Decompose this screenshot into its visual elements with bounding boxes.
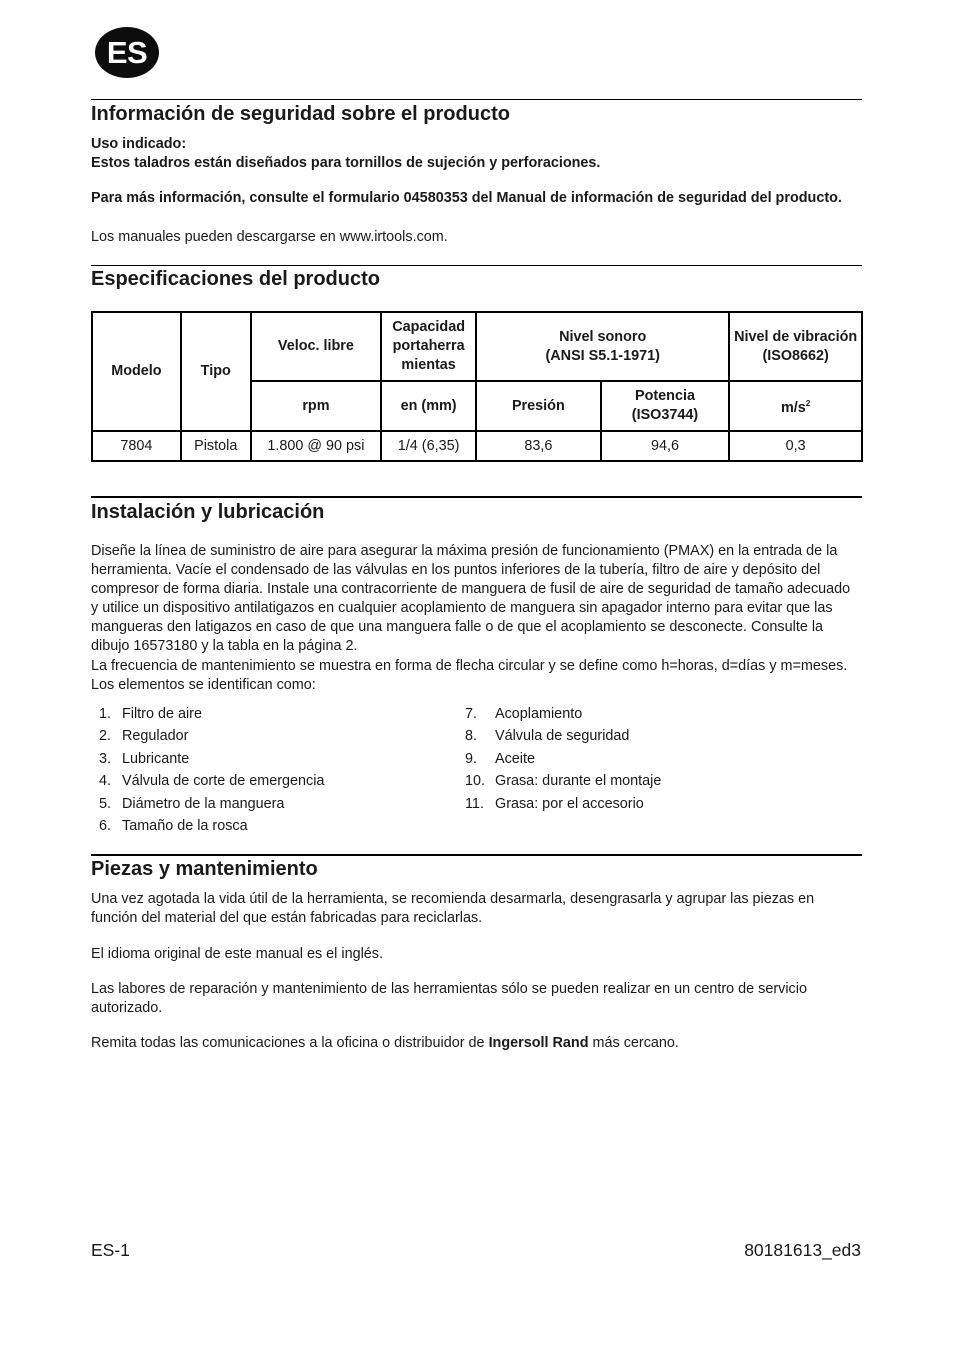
header-en-mm: en (mm) <box>381 381 476 431</box>
list-item-number: 11. <box>465 795 484 812</box>
list-item-number: 9. <box>465 750 478 767</box>
install-paragraph: Diseñe la línea de suministro de aire para asegurar la máxima presión de funcionamiento (PMAX) en la entrada de la herramienta. Vacíe el condensado de las válvulas en los puntos inferiores de la tubería, filtro de aire y depósito del compresor de forma diaria. Instale una contracorriente de manguera de fusil de aire de seguridad de tamaño adecuado y utilice un dispositivo antilatigazos en cualquier acoplamiento de manguera sin apagador interno para evitar que las mangueras den latigazos en caso de que una manguera falle o de que el acoplamiento se desconecte. Consulte la dibujo 16573180 y la tabla en la página 2. <box>91 543 851 654</box>
brand-name: Ingersoll Rand <box>488 1035 589 1051</box>
cell-veloc: 1.800 @ 90 psi <box>251 431 381 461</box>
list-item-text: Válvula de corte de emergencia <box>122 773 325 790</box>
install-paragraph-2: La frecuencia de mantenimiento se muestra en forma de flecha circular y se define como h=horas, d=días y m=meses. Los elementos se identifican como: <box>91 658 848 693</box>
list-item <box>91 725 324 747</box>
parts-paragraph-1: Una vez agotada la vida útil de la herramienta, se recomienda desarmarla, desengrasarla y agrupar las piezas en función del material del que están fabricadas para reciclarlas. <box>91 891 815 926</box>
header-presion: Presión <box>476 381 601 431</box>
table-row <box>92 431 862 461</box>
cell-vibracion: 0,3 <box>729 431 862 461</box>
list-item-text: Diámetro de la manguera <box>122 795 285 812</box>
safety-heading: Información de seguridad sobre el producto <box>91 103 510 125</box>
list-item <box>460 793 661 815</box>
nivel-sonoro-label: Nivel sonoro <box>559 328 647 345</box>
list-item-text: Filtro de aire <box>122 706 202 722</box>
page-number: ES-1 <box>91 1240 130 1260</box>
list-item <box>460 725 661 747</box>
use-text: Estos taladros están diseñados para tornillos de sujeción y perforaciones. <box>91 155 601 171</box>
list-item-text: Tamaño de la rosca <box>122 817 248 834</box>
more-info-text: Para más información, consulte el formulario 04580353 del Manual de información de seguridad del producto. <box>91 190 842 206</box>
list-item-text: Grasa: durante el montaje <box>495 773 662 790</box>
list-item-text: Regulador <box>122 728 189 745</box>
section-divider <box>91 854 862 856</box>
header-rpm: rpm <box>251 381 381 431</box>
list-item-number: 5. <box>98 795 111 812</box>
list-item-text: Lubricante <box>122 750 190 767</box>
parts-paragraph-4 <box>91 1034 866 1053</box>
header-capacidad: Capacidad portaherra mientas <box>381 312 476 381</box>
list-item <box>460 770 661 792</box>
list-item-number: 6. <box>98 817 111 834</box>
cell-potencia: 94,6 <box>601 431 730 461</box>
list-item-number: 10. <box>465 773 486 790</box>
list-item-text: Aceite <box>495 750 535 767</box>
document-number: 80181613_ed3 <box>744 1240 861 1260</box>
header-tipo: Tipo <box>181 312 251 431</box>
parts-heading: Piezas y mantenimiento <box>91 858 318 880</box>
list-item <box>91 703 324 725</box>
list-item-number: 4. <box>98 773 111 790</box>
contact-text-end: más cercano. <box>588 1035 679 1051</box>
download-text: Los manuales pueden descargarse en www.irtools.com. <box>91 229 448 245</box>
parts-paragraph-2: El idioma original de este manual es el inglés. <box>91 946 383 962</box>
header-veloc: Veloc. libre <box>251 312 381 381</box>
header-modelo: Modelo <box>92 312 181 431</box>
parts-paragraph-3: Las labores de reparación y mantenimiento de las herramientas sólo se pueden realizar en un centro de servicio autorizado. <box>91 981 807 1016</box>
list-item <box>460 703 661 725</box>
items-list-left <box>91 703 324 837</box>
list-item-number: 1. <box>98 706 111 722</box>
nivel-sonoro-standard: (ANSI S5.1-1971) <box>545 347 660 364</box>
list-item <box>91 748 324 770</box>
list-item <box>91 815 324 837</box>
specs-heading: Especificaciones del producto <box>91 268 380 290</box>
ms2-exponent: 2 <box>805 399 811 409</box>
list-item <box>91 770 324 792</box>
list-item <box>91 793 324 815</box>
spec-table <box>91 311 863 462</box>
language-badge: ES <box>95 27 159 78</box>
section-divider <box>91 265 862 266</box>
cell-modelo: 7804 <box>92 431 181 461</box>
items-list-right <box>460 703 661 815</box>
section-divider <box>91 99 862 100</box>
list-item-text: Válvula de seguridad <box>495 728 630 745</box>
header-potencia: Potencia (ISO3744) <box>601 381 730 431</box>
header-nivel-sonoro <box>476 312 729 381</box>
header-vibracion: Nivel de vibración (ISO8662) <box>729 312 862 381</box>
list-item-number: 8. <box>465 728 478 745</box>
cell-presion: 83,6 <box>476 431 601 461</box>
install-heading: Instalación y lubricación <box>91 501 325 523</box>
list-item-number: 3. <box>98 750 111 767</box>
list-item <box>460 748 661 770</box>
list-item-text: Grasa: por el accesorio <box>495 795 644 812</box>
list-item-number: 2. <box>98 728 111 745</box>
header-ms2 <box>729 381 862 431</box>
list-item-text: Acoplamiento <box>495 706 583 722</box>
contact-text: Remita todas las comunicaciones a la oficina o distribuidor de <box>91 1035 489 1051</box>
section-divider <box>91 496 862 498</box>
cell-capacidad: 1/4 (6,35) <box>381 431 476 461</box>
cell-tipo: Pistola <box>181 431 251 461</box>
list-item-number: 7. <box>465 706 478 722</box>
use-label: Uso indicado: <box>91 136 187 152</box>
ms2-unit: m/s <box>781 399 806 416</box>
